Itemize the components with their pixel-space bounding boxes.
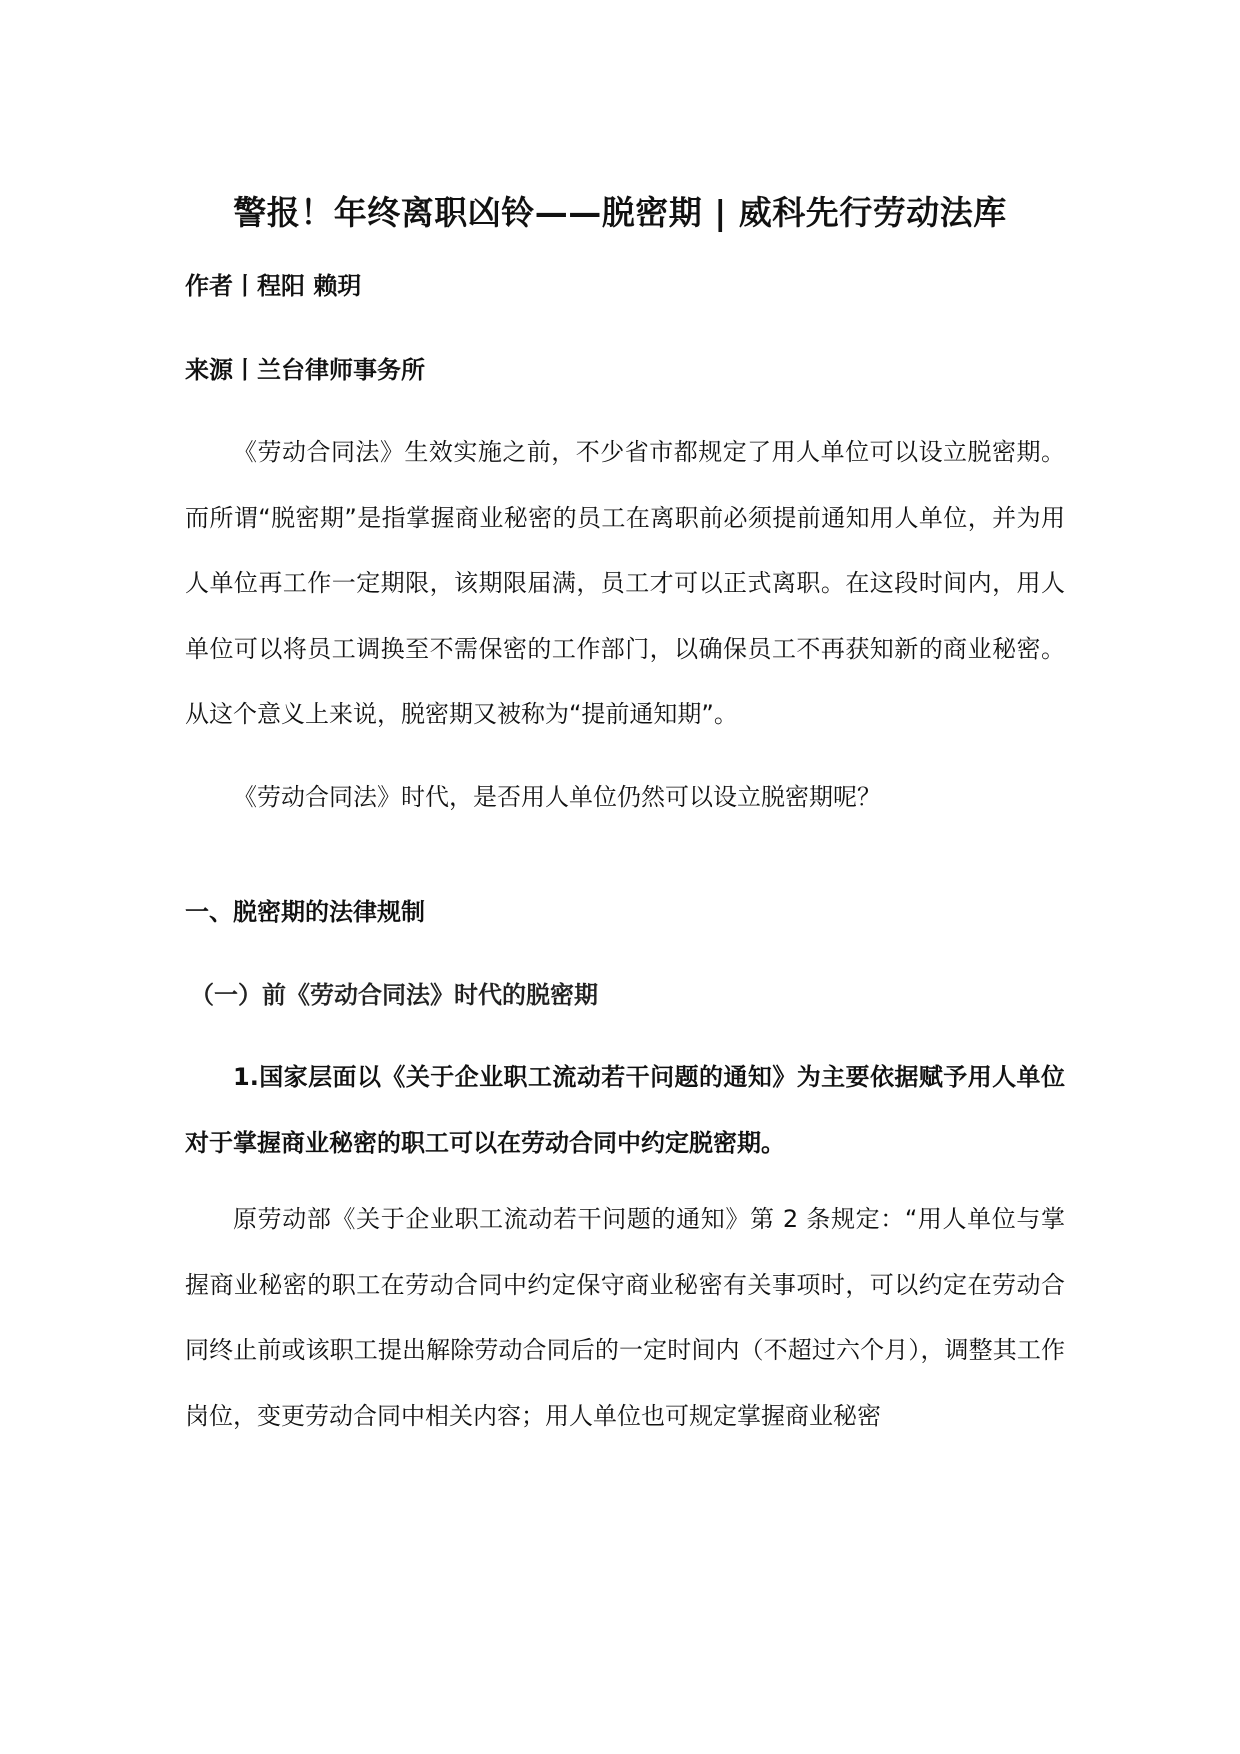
section-heading: 一、脱密期的法律规制 — [185, 898, 425, 926]
point-paragraph: 1.国家层面以《关于企业职工流动若干问题的通知》为主要依据赋予用人单位对于掌握商业秘密的职工可以在劳动合同中约定脱密期。 — [185, 1063, 1065, 1157]
quote-paragraph: 原劳动部《关于企业职工流动若干问题的通知》第 2 条规定：“用人单位与掌握商业秘密的职工在劳动合同中约定保守商业秘密有关事项时，可以约定在劳动合同终止前或该职工提出解除劳动合同后的一定时间内（不超过六个月），调整其工作岗位，变更劳动合同中相关内容；用人单位也可规定掌握商业秘密 — [185, 1205, 1065, 1430]
question-paragraph: 《劳动合同法》时代，是否用人单位仍然可以设立脱密期呢？ — [233, 783, 881, 811]
intro-paragraph: 《劳动合同法》生效实施之前，不少省市都规定了用人单位可以设立脱密期。而所谓“脱密期”是指掌握商业秘密的员工在离职前必须提前通知用人单位，并为用人单位再工作一定期限，该期限届满，员工才可以正式离职。在这段时间内，用人单位可以将员工调换至不需保密的工作部门，以确保员工不再获知新的商业秘密。从这个意义上来说，脱密期又被称为“提前通知期”。 — [185, 438, 1065, 728]
document-title: 警报！年终离职凶铃——脱密期 | 威科先行劳动法库 — [233, 193, 1007, 232]
author-line: 作者丨程阳 赖玥 — [185, 272, 362, 300]
subsection-heading: （一）前《劳动合同法》时代的脱密期 — [190, 981, 598, 1009]
source-line: 来源丨兰台律师事务所 — [185, 356, 425, 384]
